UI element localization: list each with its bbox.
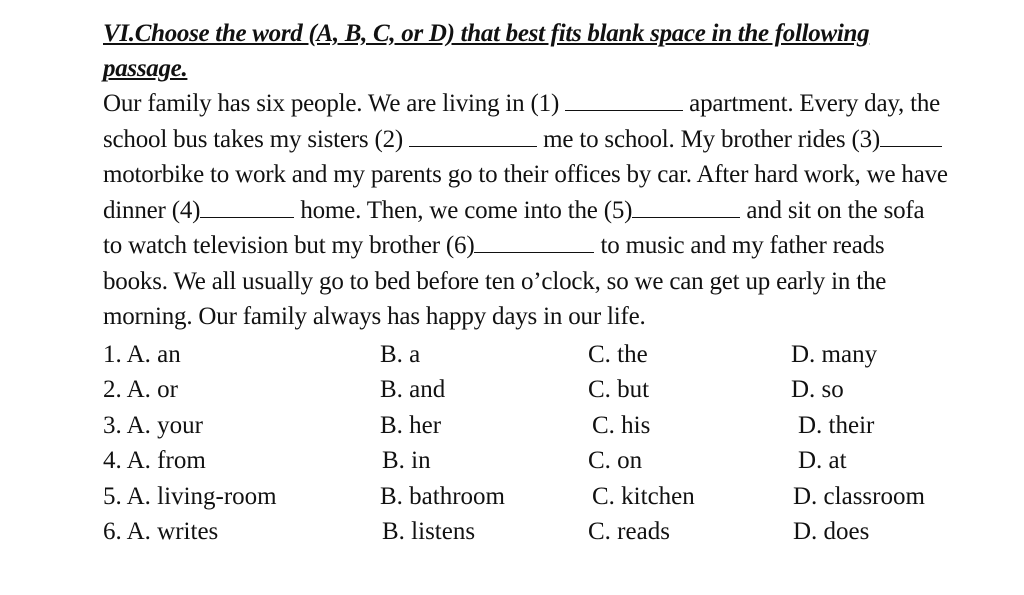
blank-6 (474, 230, 594, 253)
option-5b: B. bathroom (380, 482, 505, 510)
heading-line-1: VI.Choose the word (A, B, C, or D) that best fits blank space in the following (103, 20, 870, 47)
blank-5 (632, 195, 740, 218)
option-5c: C. kitchen (592, 482, 695, 510)
passage-part-4: motorbike to work and my parents go to their offices by car. After hard work, we have dinner (4) (103, 161, 948, 224)
passage-part-3: me to school. My brother rides (3) (537, 125, 881, 153)
option-2a: 2. A. or (103, 376, 178, 403)
option-1c: C. the (588, 340, 648, 368)
answer-options (103, 337, 963, 550)
question-row-5 (103, 479, 963, 515)
passage-part-5: home. Then, we come into the (5) (294, 196, 633, 224)
option-2c: C. but (588, 376, 650, 403)
blank-3 (880, 124, 942, 147)
option-3b: B. her (380, 411, 442, 439)
option-3d: D. their (798, 411, 875, 439)
option-3c: C. his (592, 411, 651, 439)
heading-line-2: passage. (103, 55, 188, 82)
blank-2 (409, 124, 537, 147)
option-3a: 3. A. your (103, 411, 203, 439)
option-2b: B. and (380, 376, 446, 403)
option-4c: C. on (588, 447, 643, 474)
question-row-2 (103, 372, 963, 408)
passage-text (103, 86, 948, 335)
question-row-1 (103, 337, 963, 373)
exercise-heading (103, 16, 963, 86)
option-1d: D. many (791, 340, 878, 368)
option-6c: C. reads (588, 518, 670, 545)
option-6b: B. listens (382, 518, 476, 545)
blank-4 (200, 195, 294, 218)
exercise-page (103, 16, 963, 550)
option-4a: 4. A. from (103, 447, 206, 474)
option-2d: D. so (791, 376, 844, 403)
option-5a: 5. A. living-room (103, 482, 277, 510)
passage-part-7: to music and my father reads books. We all usually go to bed before ten o’clock, so we can get up early in the morning. Our family always has happy days in our life. (103, 232, 887, 330)
blank-1 (565, 88, 683, 111)
option-6d: D. does (793, 518, 870, 545)
option-6a: 6. A. writes (103, 518, 219, 545)
passage-part-1: Our family has six people. We are living in (1) (103, 90, 566, 117)
option-5d: D. classroom (793, 482, 925, 510)
option-4d: D. at (798, 447, 847, 474)
question-row-3 (103, 408, 963, 444)
option-1a: 1. A. an (103, 340, 181, 368)
passage-part-6: and sit on the sofa to watch television but my brother (6) (103, 196, 925, 259)
question-row-6 (103, 514, 963, 550)
option-1b: B. a (380, 340, 421, 368)
passage-part-2: apartment. Every day, the school bus takes my sisters (2) (103, 90, 941, 153)
option-4b: B. in (382, 447, 431, 474)
question-row-4 (103, 443, 963, 479)
